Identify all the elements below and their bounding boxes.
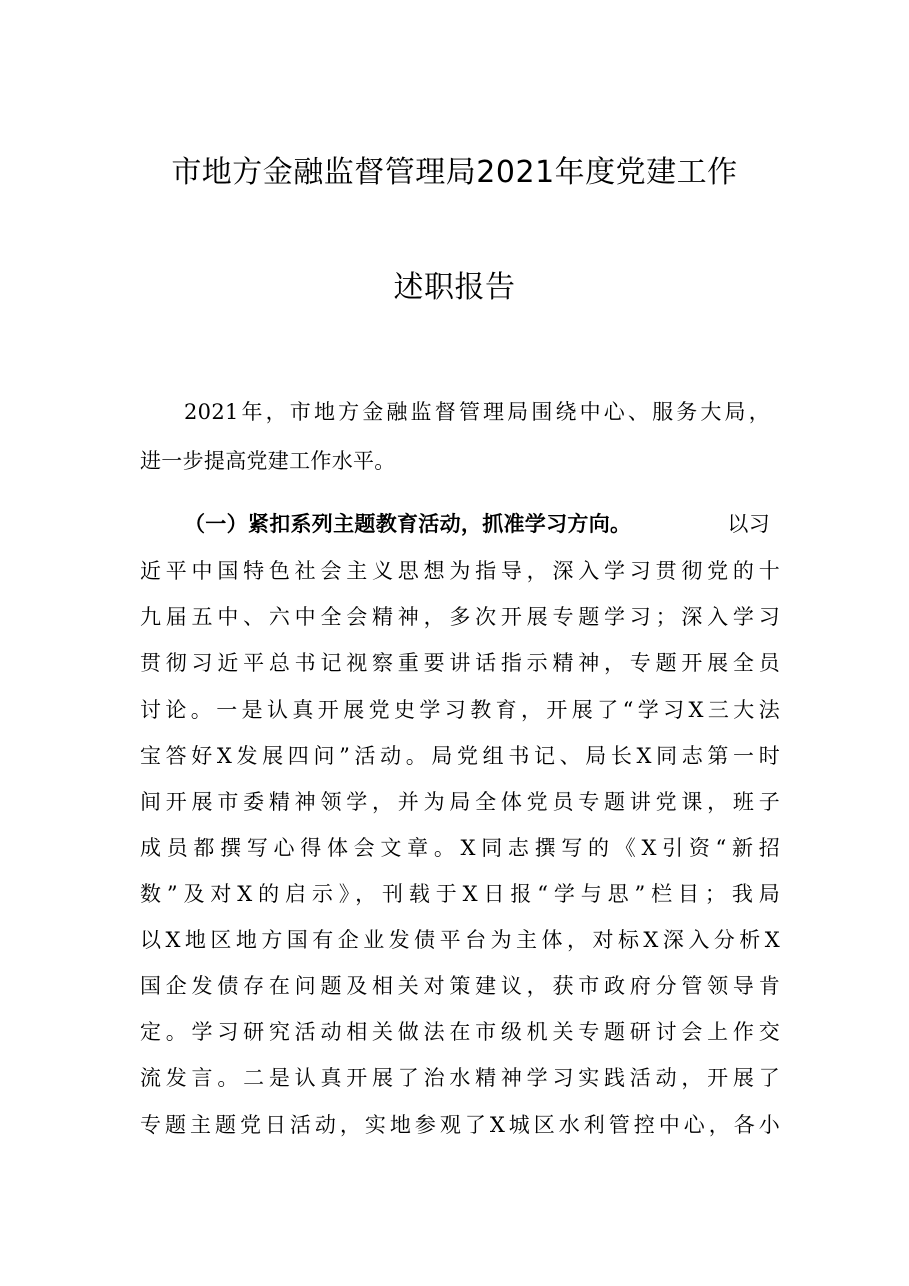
- section-1-line: 成员都撰写心得体会文章。X同志撰写的《X引资“新招: [140, 836, 780, 860]
- section-1-line: 以X地区地方国有企业发债平台为主体，对标X深入分析X: [140, 928, 780, 952]
- document-title-line-1: 市地方金融监督管理局2021年度党建工作: [171, 155, 738, 190]
- intro-line-2: 进一步提高党建工作水平。: [140, 449, 396, 473]
- section-1-heading: （一）紧扣系列主题教育活动，抓准学习方向。: [184, 511, 632, 536]
- section-1-line: 贯彻习近平总书记视察重要讲话指示精神，专题开展全员: [140, 651, 780, 675]
- section-1-line: 宝答好X发展四问”活动。局党组书记、局长X同志第一时: [140, 744, 780, 768]
- section-1-first-line: [184, 510, 770, 538]
- document-title-line-2: 述职报告: [393, 270, 516, 305]
- intro-line-1: 2021年，市地方金融监督管理局围绕中心、服务大局，: [184, 400, 770, 424]
- section-1-line: 数”及对X的启示》，刊载于X日报“学与思”栏目；我局: [140, 882, 780, 906]
- section-1-line: 国企发债存在问题及相关对策建议，获市政府分管领导肯: [140, 974, 780, 998]
- section-1-line: 近平中国特色社会主义思想为指导，深入学习贯彻党的十: [140, 559, 780, 583]
- section-1-line: 间开展市委精神领学，并为局全体党员专题讲党课，班子: [140, 790, 780, 814]
- section-1-first-line-rest: 以习: [727, 512, 770, 536]
- section-1-line: 专题主题党日活动，实地参观了X城区水利管控中心，各小: [140, 1113, 780, 1137]
- section-1-line: 九届五中、六中全会精神，多次开展专题学习；深入学习: [140, 605, 780, 629]
- section-1-line: 定。学习研究活动相关做法在市级机关专题研讨会上作交: [140, 1020, 780, 1044]
- section-1-line: 流发言。二是认真开展了治水精神学习实践活动，开展了: [140, 1066, 780, 1090]
- section-1-line: 讨论。一是认真开展党史学习教育，开展了“学习X三大法: [140, 698, 780, 722]
